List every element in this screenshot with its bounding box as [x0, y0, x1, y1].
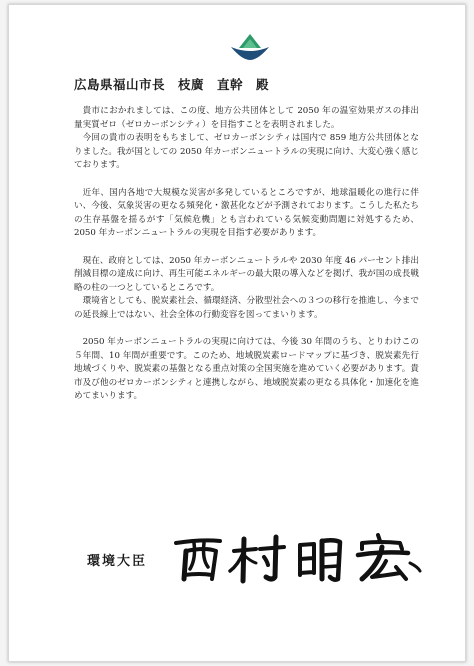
paragraph: 今回の貴市の表明をもちまして、ゼロカーボンシティは国内で 859 地方公共団体となりました。我が国としての 2050 年カーボンニュートラルの実現に向け、大変心強く感じております。	[74, 133, 419, 171]
paragraph: 環境省としても、脱炭素社会、循環経済、分散型社会への３つの移行を推進し、今までの延長線上ではない、社会全体の行動変容を図ってまいります。	[74, 296, 419, 320]
paragraph-gap	[74, 323, 419, 337]
paragraph: 近年、国内各地で大規模な災害が多発しているところですが、地球温暖化の進行に伴い、今後、気象災害の更なる頻発化・激甚化などが予測されております。こうした私たちの生存基盤を揺るがす「気候危機」とも言われている気候変動問題に対処するため、2050 年カーボンニュートラルの実現を目指す必要があります。	[74, 187, 419, 239]
handwritten-signature	[172, 533, 424, 585]
signature-title: 環境大臣	[87, 554, 148, 569]
paragraph: 現在、政府としては、2050 年カーボンニュートラルや 2030 年度 46 パーセント排出削減目標の達成に向け、再生可能エネルギーの最大限の導入などを掲げ、我が国の成長戦略の柱の一つとしているところです。	[74, 255, 419, 293]
letter-body	[74, 105, 419, 404]
paragraph-gap	[74, 173, 419, 187]
paragraph: 貴市におかれましては、この度、地方公共団体として 2050 年の温室効果ガスの排出量実質ゼロ（ゼロカーボンシティ）を目指すことを表明されました。	[74, 106, 419, 130]
addressee: 広島県福山市長 枝廣 直幹 殿	[74, 77, 270, 92]
paragraph-gap	[74, 241, 419, 255]
letter-page	[8, 4, 466, 662]
paragraph: 2050 年カーボンニュートラルの実現に向けては、今後 30 年間のうち、とりわけこの５年間、10 年間が重要です。このため、地域脱炭素ロードマップに基づき、脱炭素先行地域づくりや、脱炭素の基盤となる重点対策の全国実施を進めていく必要があります。貴市及び他のゼロカーボンシティと連携しながら、地域脱炭素の更なる具体化・加速化を進めてまいります。	[74, 337, 419, 402]
ministry-logo-icon	[230, 32, 270, 62]
